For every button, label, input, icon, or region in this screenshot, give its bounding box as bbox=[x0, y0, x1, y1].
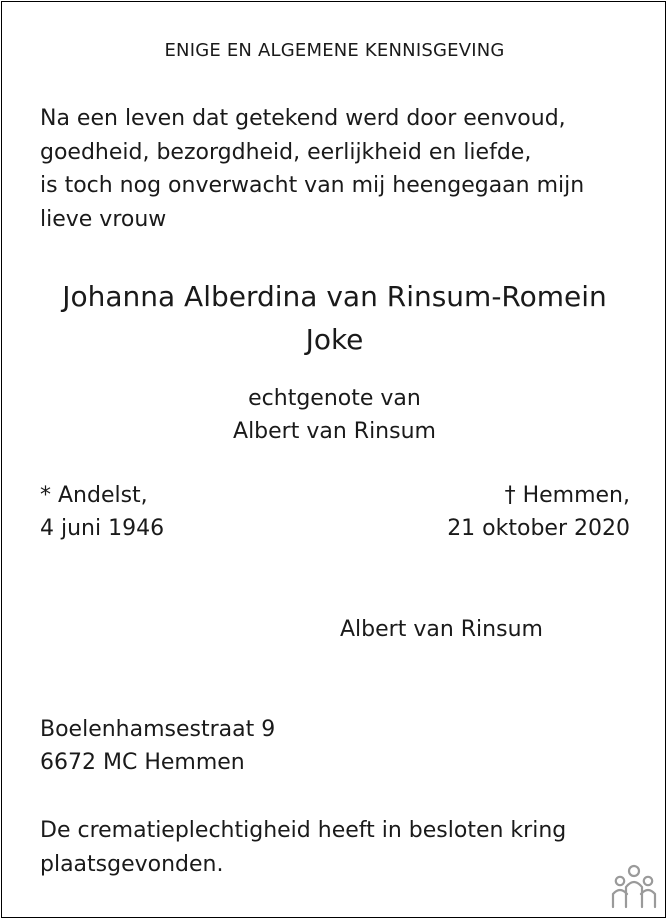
intro-line: is toch nog onverwacht van mij heengegaan mijn bbox=[40, 173, 585, 198]
closing-line: De crematieplechtigheid heeft in besloten kring bbox=[40, 818, 567, 843]
spouse-relation: echtgenote van bbox=[248, 386, 421, 411]
intro-text bbox=[40, 102, 584, 236]
signature: Albert van Rinsum bbox=[340, 617, 543, 642]
death-place: † Hemmen, bbox=[504, 483, 630, 508]
intro-line: lieve vrouw bbox=[40, 206, 167, 232]
deceased-full-name: Johanna Alberdina van Rinsum-Romein bbox=[62, 280, 607, 313]
intro-line: Na een leven dat getekend werd door eenvoud, bbox=[40, 106, 566, 131]
deceased-nickname: Joke bbox=[305, 323, 364, 356]
closing-line: plaatsgevonden. bbox=[40, 851, 224, 877]
birth-date: 4 juni 1946 bbox=[40, 516, 165, 541]
birth-place: * Andelst, bbox=[40, 483, 148, 508]
spouse-name: Albert van Rinsum bbox=[233, 419, 436, 444]
address-postal-city: 6672 MC Hemmen bbox=[40, 750, 245, 775]
closing-text bbox=[40, 814, 566, 881]
address-street: Boelenhamsestraat 9 bbox=[40, 717, 276, 742]
notice-heading: ENIGE EN ALGEMENE KENNISGEVING bbox=[164, 40, 505, 61]
family-group-icon bbox=[608, 863, 660, 911]
death-date: 21 oktober 2020 bbox=[447, 516, 630, 541]
intro-line: goedheid, bezorgdheid, eerlijkheid en liefde, bbox=[40, 139, 532, 165]
